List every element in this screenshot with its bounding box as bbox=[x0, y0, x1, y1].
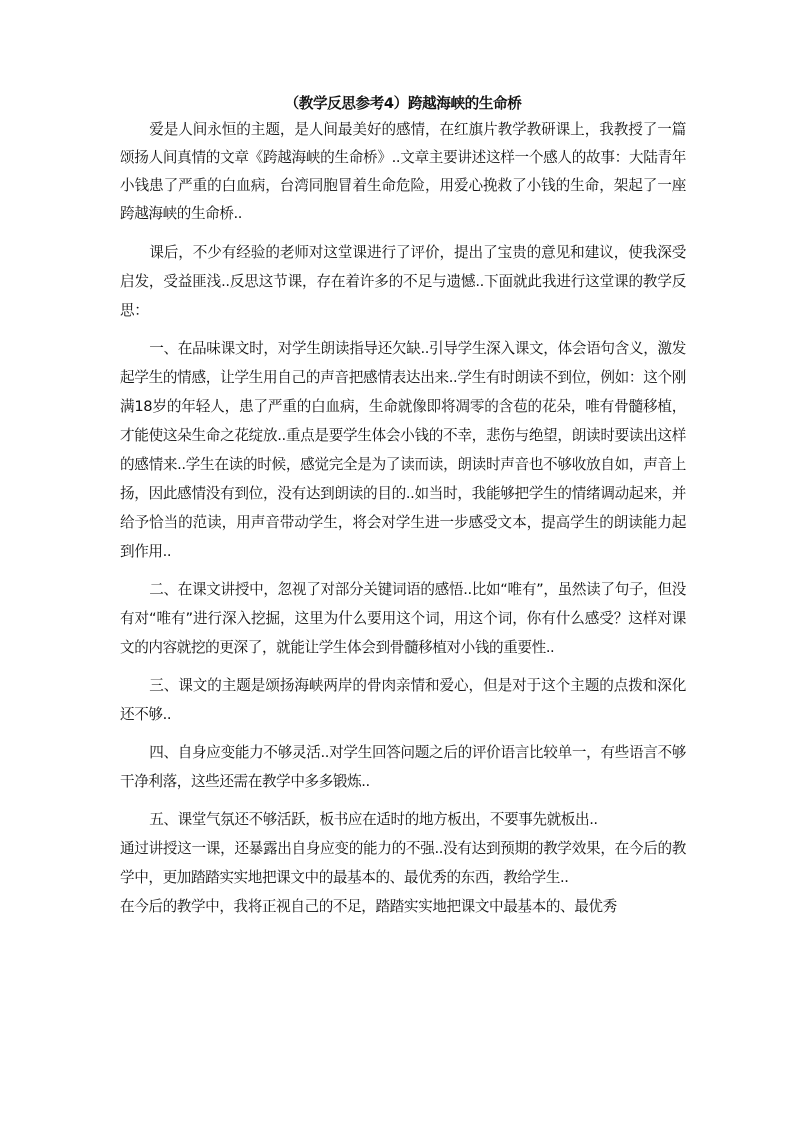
document-title: （教学反思参考4）跨越海峡的生命桥 bbox=[284, 95, 522, 112]
document-body bbox=[120, 94, 686, 921]
paragraph-after-class: 课后，不少有经验的老师对这堂课进行了评价，提出了宝贵的意见和建议，使我深受启发，受益匪浅..反思这节课，存在着许多的不足与遗憾..下面就此我进行这堂课的教学反思： bbox=[120, 244, 686, 319]
paragraph-point-one: 一、在品味课文时，对学生朗读指导还欠缺..引导学生深入课文，体会语句含义，激发起学生的情感，让学生用自己的声音把感情表达出来..学生有时朗读不到位，例如：这个刚满18岁的年轻人，患了严重的白血病，生命就像即将凋零的含苞的花朵，唯有骨髓移植，才能使这朵生命之花绽放..重点是要学生体会小钱的不幸，悲伤与绝望，朗读时要读出这样的感情来..学生在读的时候，感觉完全是为了读而读，朗读时声音也不够收放自如，声音上扬，因此感情没有到位，没有达到朗读的目的..如当时，我能够把学生的情绪调动起来，并给予恰当的范读，用声音带动学生，将会对学生进一步感受文本，提高学生的朗读能力起到作用.. bbox=[120, 340, 686, 560]
paragraph-intro: 爱是人间永恒的主题，是人间最美好的感情，在红旗片教学教研课上，我教授了一篇颂扬人间真情的文章《跨越海峡的生命桥》..文章主要讲述这样一个感人的故事：大陆青年小钱患了严重的白血病，台湾同胞冒着生命危险，用爱心挽救了小钱的生命，架起了一座跨越海峡的生命桥.. bbox=[120, 121, 686, 222]
paragraph-point-three: 三、课文的主题是颂扬海峡两岸的骨肉亲情和爱心，但是对于这个主题的点拨和深化还不够.. bbox=[120, 677, 686, 723]
paragraph-summary: 通过讲授这一课，还暴露出自身应变的能力的不强..没有达到预期的教学效果，在今后的教学中，更加踏踏实实地把课文中的最基本的、最优秀的东西，教给学生.. bbox=[120, 840, 686, 886]
paragraph-point-four: 四、自身应变能力不够灵活..对学生回答问题之后的评价语言比较单一，有些语言不够干净利落，这些还需在教学中多多锻炼.. bbox=[120, 744, 686, 790]
paragraph-point-five: 五、课堂气氛还不够活跃，板书应在适时的地方板出，不要事先就板出.. bbox=[149, 811, 598, 828]
paragraph-point-two: 二、在课文讲授中，忽视了对部分关键词语的感悟..比如“唯有”，虽然读了句子，但没有对“唯有”进行深入挖掘，这里为什么要用这个词，用这个词，你有什么感受？这样对课文的内容就挖的更深了，就能让学生体会到骨髓移植对小钱的重要性.. bbox=[120, 581, 686, 656]
paragraph-closing: 在今后的教学中，我将正视自己的不足，踏踏实实地把课文中最基本的、最优秀 bbox=[120, 898, 617, 915]
